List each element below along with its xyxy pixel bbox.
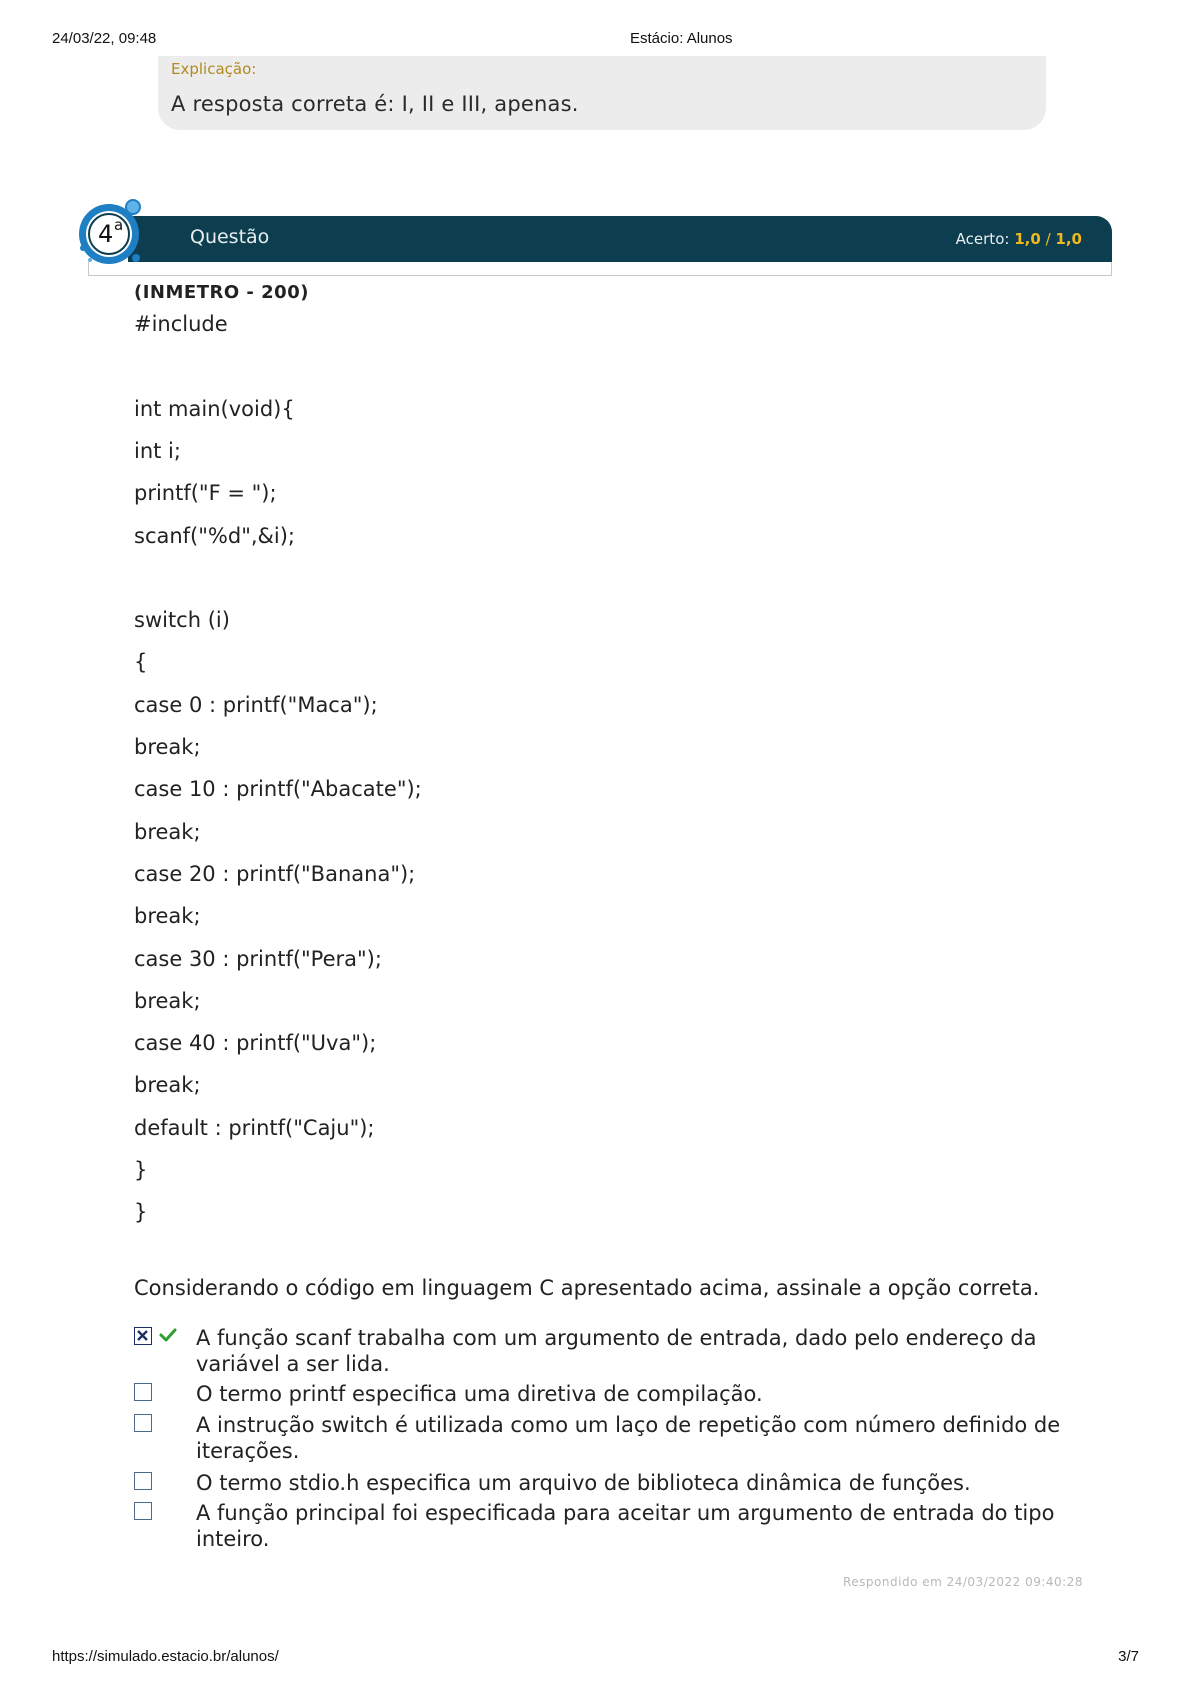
question-header-bar [128, 216, 1112, 262]
answered-timestamp: Respondido em 24/03/2022 09:40:28 [843, 1575, 1083, 1589]
score-label: Acerto: [955, 230, 1010, 248]
code-line: break; [134, 904, 201, 929]
question-source: (INMETRO - 200) [134, 282, 309, 303]
question-header [88, 216, 1112, 278]
print-footer [52, 1648, 1139, 1668]
question-prompt: Considerando o código em linguagem C apresentado acima, assinale a opção correta. [134, 1276, 1040, 1300]
print-page-number: 3/7 [1118, 1648, 1139, 1665]
checkbox-icon[interactable] [134, 1414, 152, 1432]
print-title: Estácio: Alunos [630, 30, 733, 47]
question-label: Questão [190, 226, 270, 248]
code-line: break; [134, 1073, 201, 1098]
code-line: } [134, 1158, 148, 1182]
code-line: scanf("%d",&i); [134, 523, 296, 548]
option-text: O termo stdio.h especifica um arquivo de biblioteca dinâmica de funções. [196, 1471, 971, 1495]
code-line: case 10 : printf("Abacate"); [134, 777, 422, 802]
checkbox-icon[interactable] [134, 1472, 152, 1490]
code-line: case 30 : printf("Pera"); [134, 946, 382, 971]
explanation-label: Explicação: [171, 60, 257, 78]
correct-check-icon [158, 1325, 178, 1345]
code-line: break; [134, 988, 201, 1013]
score [956, 230, 1082, 248]
badge-circle-icon [78, 198, 150, 270]
checkbox-checked-icon[interactable] [134, 1327, 152, 1345]
code-line: switch (i) [134, 608, 230, 633]
print-url: https://simulado.estacio.br/alunos/ [52, 1648, 279, 1665]
code-line: break; [134, 819, 201, 844]
code-line: #include [134, 312, 228, 336]
question-number-superscript: a [114, 216, 124, 234]
option-text: A função scanf trabalha com um argumento de entrada, dado pelo endereço da variável a ser lida. [196, 1326, 1037, 1376]
header-underline [88, 275, 1112, 276]
code-line: } [134, 1200, 148, 1225]
code-line: case 40 : printf("Uva"); [134, 1031, 377, 1056]
score-separator: / [1045, 230, 1051, 248]
print-header [52, 30, 1139, 50]
option-text: A instrução switch é utilizada como um laço de repetição com número definido de iterações. [196, 1413, 1061, 1463]
code-line: int main(void){ [134, 396, 295, 421]
code-line: default : printf("Caju"); [134, 1115, 375, 1140]
print-date: 24/03/22, 09:48 [52, 30, 157, 47]
score-total: 1,0 [1055, 230, 1082, 248]
checkbox-icon[interactable] [134, 1383, 152, 1401]
code-line: case 0 : printf("Maca"); [134, 692, 378, 717]
code-line: printf("F = "); [134, 481, 277, 506]
code-line: { [134, 650, 148, 675]
checkbox-icon[interactable] [134, 1502, 152, 1520]
question-number-badge [78, 198, 150, 270]
option-text: O termo printf especifica uma diretiva de compilação. [196, 1382, 763, 1406]
code-line: int i; [134, 438, 181, 463]
question-number: 4 [98, 220, 114, 248]
explanation-box [158, 56, 1046, 130]
explanation-text: A resposta correta é: I, II e III, apenas. [171, 92, 579, 116]
header-right-border [1111, 262, 1112, 276]
code-line: break; [134, 735, 201, 759]
option-text: A função principal foi especificada para aceitar um argumento de entrada do tipo inteiro. [196, 1501, 1055, 1551]
code-line: case 20 : printf("Banana"); [134, 861, 416, 886]
score-value: 1,0 [1014, 230, 1041, 248]
